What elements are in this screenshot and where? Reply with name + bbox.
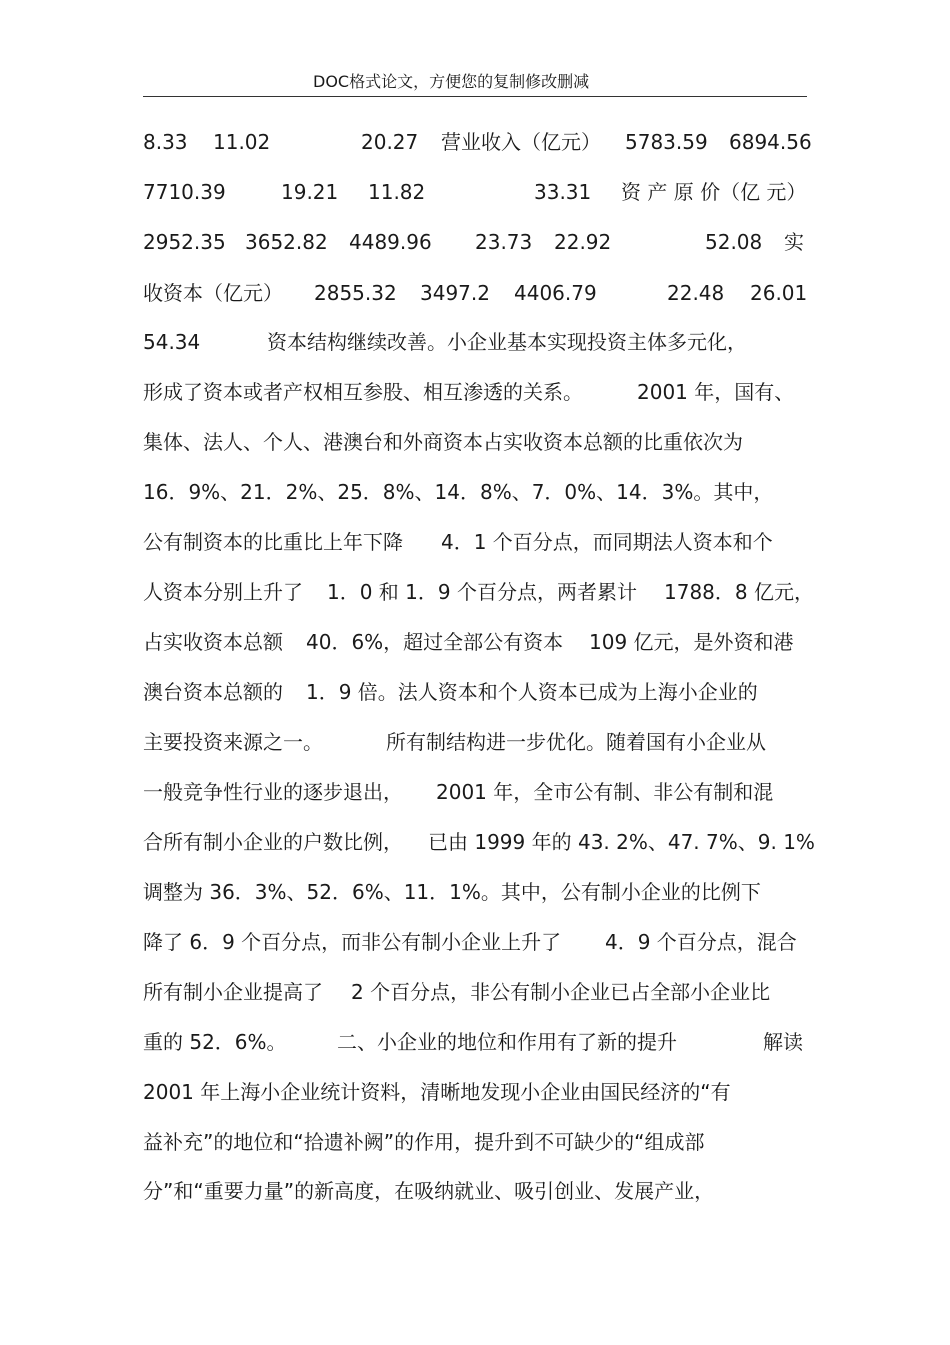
text-line (143, 577, 814, 607)
text-line (143, 278, 807, 308)
text-segment: 合所有制小企业的户数比例， (143, 830, 403, 854)
text-segment: 1．0 和 1．9 个百分点，两者累计 (327, 580, 637, 604)
text-segment: 11.82 (368, 180, 426, 204)
text-line (143, 827, 815, 857)
text-segment: 已由 1999 年的 43. 2%、47. 7%、9. 1% (428, 830, 815, 854)
header-title: DOC格式论文，方便您的复制修改删减 (313, 72, 590, 91)
text-segment: 22.92 (554, 230, 612, 254)
text-line (143, 177, 807, 207)
text-segment: 22.48 (667, 281, 725, 305)
text-line (143, 377, 807, 407)
text-segment: 主要投资来源之一。 (143, 730, 323, 754)
text-segment: 4．1 个百分点，而同期法人资本和个 (441, 530, 773, 554)
text-segment: 2001 年，全市公有制、非公有制和混 (436, 780, 774, 804)
text-line (143, 1127, 807, 1157)
text-segment: 20.27 (361, 130, 419, 154)
text-segment: 2 个百分点，非公有制小企业已占全部小企业比 (351, 980, 771, 1004)
text-segment: 分”和“重要力量”的新高度，在吸纳就业、吸引创业、发展产业， (143, 1179, 715, 1203)
text-segment: 2855.32 (314, 281, 397, 305)
text-segment: 4．9 个百分点，混合 (605, 930, 797, 954)
text-line (143, 527, 807, 557)
text-line (143, 1027, 807, 1057)
text-segment: 26.01 (750, 281, 808, 305)
text-segment: 33.31 (534, 180, 592, 204)
text-segment: 形成了资本或者产权相互参股、相互渗透的关系。 (143, 380, 583, 404)
text-segment: 2001 年上海小企业统计资料，清晰地发现小企业由国民经济的“有 (143, 1080, 731, 1104)
text-segment: 人资本分别上升了 (143, 580, 303, 604)
text-line (143, 1077, 807, 1107)
text-line (143, 427, 807, 457)
text-line (143, 477, 807, 507)
text-segment: 1788．8 亿元， (664, 580, 814, 604)
text-segment: 2952.35 (143, 230, 226, 254)
text-segment: 解读 (763, 1030, 803, 1054)
text-line (143, 1176, 807, 1206)
text-line (143, 127, 812, 157)
text-segment: 54.34 (143, 330, 201, 354)
text-segment: 109 亿元，是外资和港 (589, 630, 794, 654)
text-segment: 集体、法人、个人、港澳台和外商资本占实收资本总额的比重依次为 (143, 430, 743, 454)
text-segment: 营业收入（亿元） (441, 130, 601, 154)
text-segment: 1．9 倍。法人资本和个人资本已成为上海小企业的 (306, 680, 758, 704)
text-segment: 4489.96 (349, 230, 432, 254)
text-line (143, 927, 807, 957)
text-segment: 6894.56 (729, 130, 812, 154)
text-segment: 重的 52．6%。 (143, 1030, 287, 1054)
text-segment: 占实收资本总额 (143, 630, 283, 654)
text-segment: 4406.79 (514, 281, 597, 305)
text-line (143, 877, 807, 907)
text-segment: 2001 年，国有、 (637, 380, 795, 404)
page-header (143, 68, 807, 97)
text-segment: 7710.39 (143, 180, 226, 204)
text-segment: 公有制资本的比重比上年下降 (143, 530, 403, 554)
text-line (143, 777, 807, 807)
text-segment: 益补充”的地位和“拾遗补阙”的作用，提升到不可缺少的“组成部 (143, 1130, 705, 1154)
text-segment: 收资本（亿元） (143, 281, 283, 305)
text-segment: 3497.2 (420, 281, 490, 305)
text-segment: 11.02 (213, 130, 271, 154)
text-segment: 19.21 (281, 180, 339, 204)
text-line (143, 677, 807, 707)
text-line (143, 327, 807, 357)
text-segment: 5783.59 (625, 130, 708, 154)
text-segment: 8.33 (143, 130, 188, 154)
text-line (143, 977, 807, 1007)
text-segment: 16．9%、21．2%、25．8%、14．8%、7．0%、14．3%。其中， (143, 480, 774, 504)
text-segment: 52.08 (705, 230, 763, 254)
text-segment: 资本结构继续改善。小企业基本实现投资主体多元化， (267, 330, 747, 354)
text-segment: 二、小企业的地位和作用有了新的提升 (337, 1030, 677, 1054)
text-segment: 资 产 原 价（亿 元） (621, 180, 807, 204)
text-segment: 所有制结构进一步优化。随着国有小企业从 (386, 730, 766, 754)
text-segment: 所有制小企业提高了 (143, 980, 323, 1004)
text-segment: 一般竞争性行业的逐步退出， (143, 780, 403, 804)
text-segment: 降了 6．9 个百分点，而非公有制小企业上升了 (143, 930, 562, 954)
text-line (143, 227, 807, 257)
text-segment: 实 (784, 230, 804, 254)
text-segment: 23.73 (475, 230, 533, 254)
text-line (143, 727, 807, 757)
text-segment: 澳台资本总额的 (143, 680, 283, 704)
text-segment: 调整为 36．3%、52．6%、11．1%。其中，公有制小企业的比例下 (143, 880, 761, 904)
text-segment: 3652.82 (245, 230, 328, 254)
text-line (143, 627, 807, 657)
text-segment: 40．6%，超过全部公有资本 (306, 630, 564, 654)
